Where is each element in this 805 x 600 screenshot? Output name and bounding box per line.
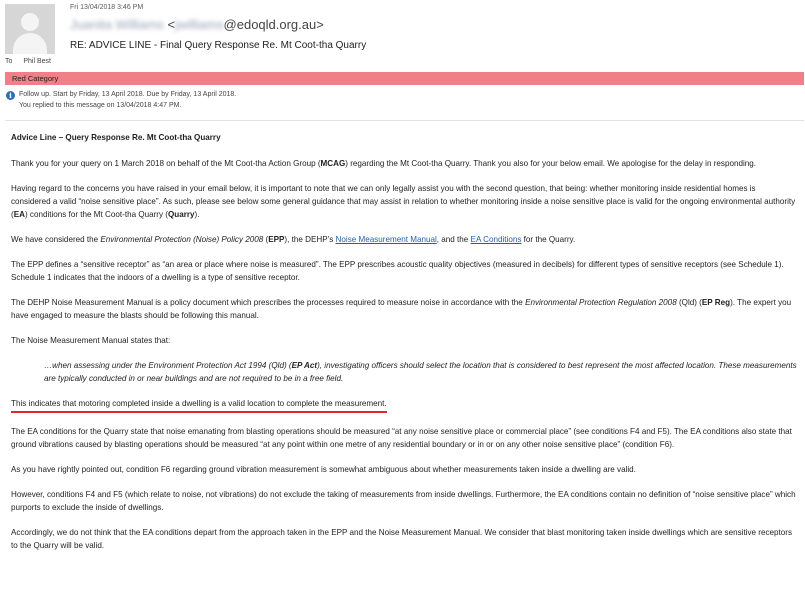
p5-bold-epreg: EP Reg — [701, 298, 731, 307]
red-underlined-statement: This indicates that motoring completed inside a dwelling is a valid location to complete the measurement. — [11, 397, 387, 413]
sender-name-redacted: Juanita Williams — [70, 17, 164, 32]
recipient-name[interactable]: Phil Best — [23, 58, 51, 65]
info-icon: i — [6, 91, 15, 100]
p1-text-a: Thank you for your query on 1 March 2018 on behalf of the Mt Coot-tha Action Group ( — [11, 159, 321, 168]
p1-bold-mcag: MCAG — [320, 159, 346, 168]
block-quote — [44, 359, 797, 385]
p5-text-e: ). The expert you have engaged to measure the blasts should be following this manual. — [11, 298, 792, 320]
p3-text-e: ), the DEHP’s — [284, 235, 336, 244]
paragraph-conclusion: Accordingly, we do not think that the EA conditions depart from the approach taken in the EPP and the Noise Measurement Manual. We consider that blast monitoring taken inside dwellings which are sensitive receptors to the Quarry will be valid. — [11, 528, 793, 550]
to-label: To — [5, 58, 13, 65]
paragraph-intro — [11, 157, 797, 170]
followup-flag-text: Follow up. Start by Friday, 13 April 2018. Due by Friday, 13 April 2018. — [19, 91, 237, 98]
p5-text-a: The DEHP Noise Measurement Manual is a policy document which prescribes the processes required to measure noise in accordance with the — [11, 298, 526, 307]
message-date: Fri 13/04/2018 3:46 PM — [70, 4, 144, 11]
sender-email-open: < — [167, 17, 176, 32]
email-body — [11, 131, 797, 564]
header-divider — [5, 120, 804, 121]
paragraph-ea-conditions: The EA conditions for the Quarry state that noise emanating from blasting operations should be measured “at any noise sensitive place or commercial place” (see conditions F4 and F5). The EA conditions also state that ground vibrations caused by blasting operations should be measured “at any point within one metre of any residential boundary or in or on any other noise sensitive place” (condition F6). — [11, 427, 792, 449]
p3-text-a: We have considered the — [11, 235, 101, 244]
p5-text-c: (Qld) ( — [676, 298, 702, 307]
paragraph-manual-states: The Noise Measurement Manual states that: — [11, 336, 171, 345]
paragraph-epp-defines: The EPP defines a “sensitive receptor” as “an area or place where noise is measured”. The EPP prescribes acoustic quality objectives (measured in decibels) for different types of sensitive receptors (see Schedule 1). Schedule 1 indicates that the indoors of a dwelling is a type of sensitive receptor. — [11, 260, 784, 282]
recipient-line — [5, 58, 51, 65]
quote-bold-epact: EP Act — [291, 361, 318, 370]
person-icon-head — [21, 13, 39, 31]
sender-line[interactable] — [70, 17, 324, 32]
paragraph-condition-f6: As you have rightly pointed out, condition F6 regarding ground vibration measurement is somewhat ambiguous about whether measurements taken inside a dwelling are valid. — [11, 465, 636, 474]
paragraph-dehp-manual — [11, 296, 797, 322]
p3-italic-policy: Environmental Protection (Noise) Policy 2008 — [100, 235, 264, 244]
p2-bold-ea: EA — [13, 210, 25, 219]
p3-text-c: ( — [263, 235, 269, 244]
sender-avatar[interactable] — [5, 4, 55, 54]
body-title: Advice Line – Query Response Re. Mt Coot-tha Quarry — [11, 133, 221, 142]
p3-text-g: for the Quarry. — [521, 235, 576, 244]
noise-measurement-manual-link[interactable]: Noise Measurement Manual — [335, 235, 437, 244]
message-subject: RE: ADVICE LINE - Final Query Response Re. Mt Coot-tha Quarry — [70, 40, 367, 51]
paragraph-indicates — [11, 397, 797, 413]
quote-text-a: …when assessing under the Environment Protection Act 1994 (Qld) ( — [44, 361, 292, 370]
paragraph-f4-f5: However, conditions F4 and F5 (which relate to noise, not vibrations) do not exclude the taking of measurements from inside dwellings. Furthermore, the EA conditions contain no definition of “noise sensitive place” which purports to exclude the inside of dwellings. — [11, 490, 796, 512]
p1-text-c: ) regarding the Mt Coot-tha Quarry. Thank you also for your below email. We apologise for the delay in responding. — [345, 159, 757, 168]
p3-text-f: , and the — [436, 235, 471, 244]
replied-notice[interactable]: You replied to this message on 13/04/2018 4:47 PM. — [19, 102, 182, 109]
p3-bold-epp: EPP — [268, 235, 285, 244]
person-icon-body — [13, 33, 47, 54]
sender-email-domain: @edoqld.org.au> — [223, 17, 324, 32]
p2-text-a: Having regard to the concerns you have raised in your email below, it is important to note that we can only legally assist you with the second question, that being: whether monitoring inside residential homes is considered a valid “noise sensitive place”. As such, please see below some general guidance that may assist in relation to whether monitoring inside a noise sensitive place is valid for the ongoing environmental authority ( — [11, 184, 796, 219]
paragraph-concerns — [11, 182, 797, 221]
sender-email-local-redacted: jwilliams — [175, 17, 224, 32]
quote-text-c: ), investigating officers should select the location that is considered to best represent the most affected location. These measurements are typically conducted in or near buildings and are not required to be in a free field. — [44, 361, 797, 383]
p2-text-c: ) conditions for the Mt Coot-tha Quarry ( — [24, 210, 168, 219]
paragraph-considered — [11, 233, 797, 246]
p2-text-e: ). — [194, 210, 200, 219]
category-bar[interactable]: Red Category — [5, 72, 804, 85]
p5-italic-regulation: Environmental Protection Regulation 2008 — [525, 298, 677, 307]
p2-bold-quarry: Quarry — [168, 210, 195, 219]
ea-conditions-link[interactable]: EA Conditions — [470, 235, 522, 244]
